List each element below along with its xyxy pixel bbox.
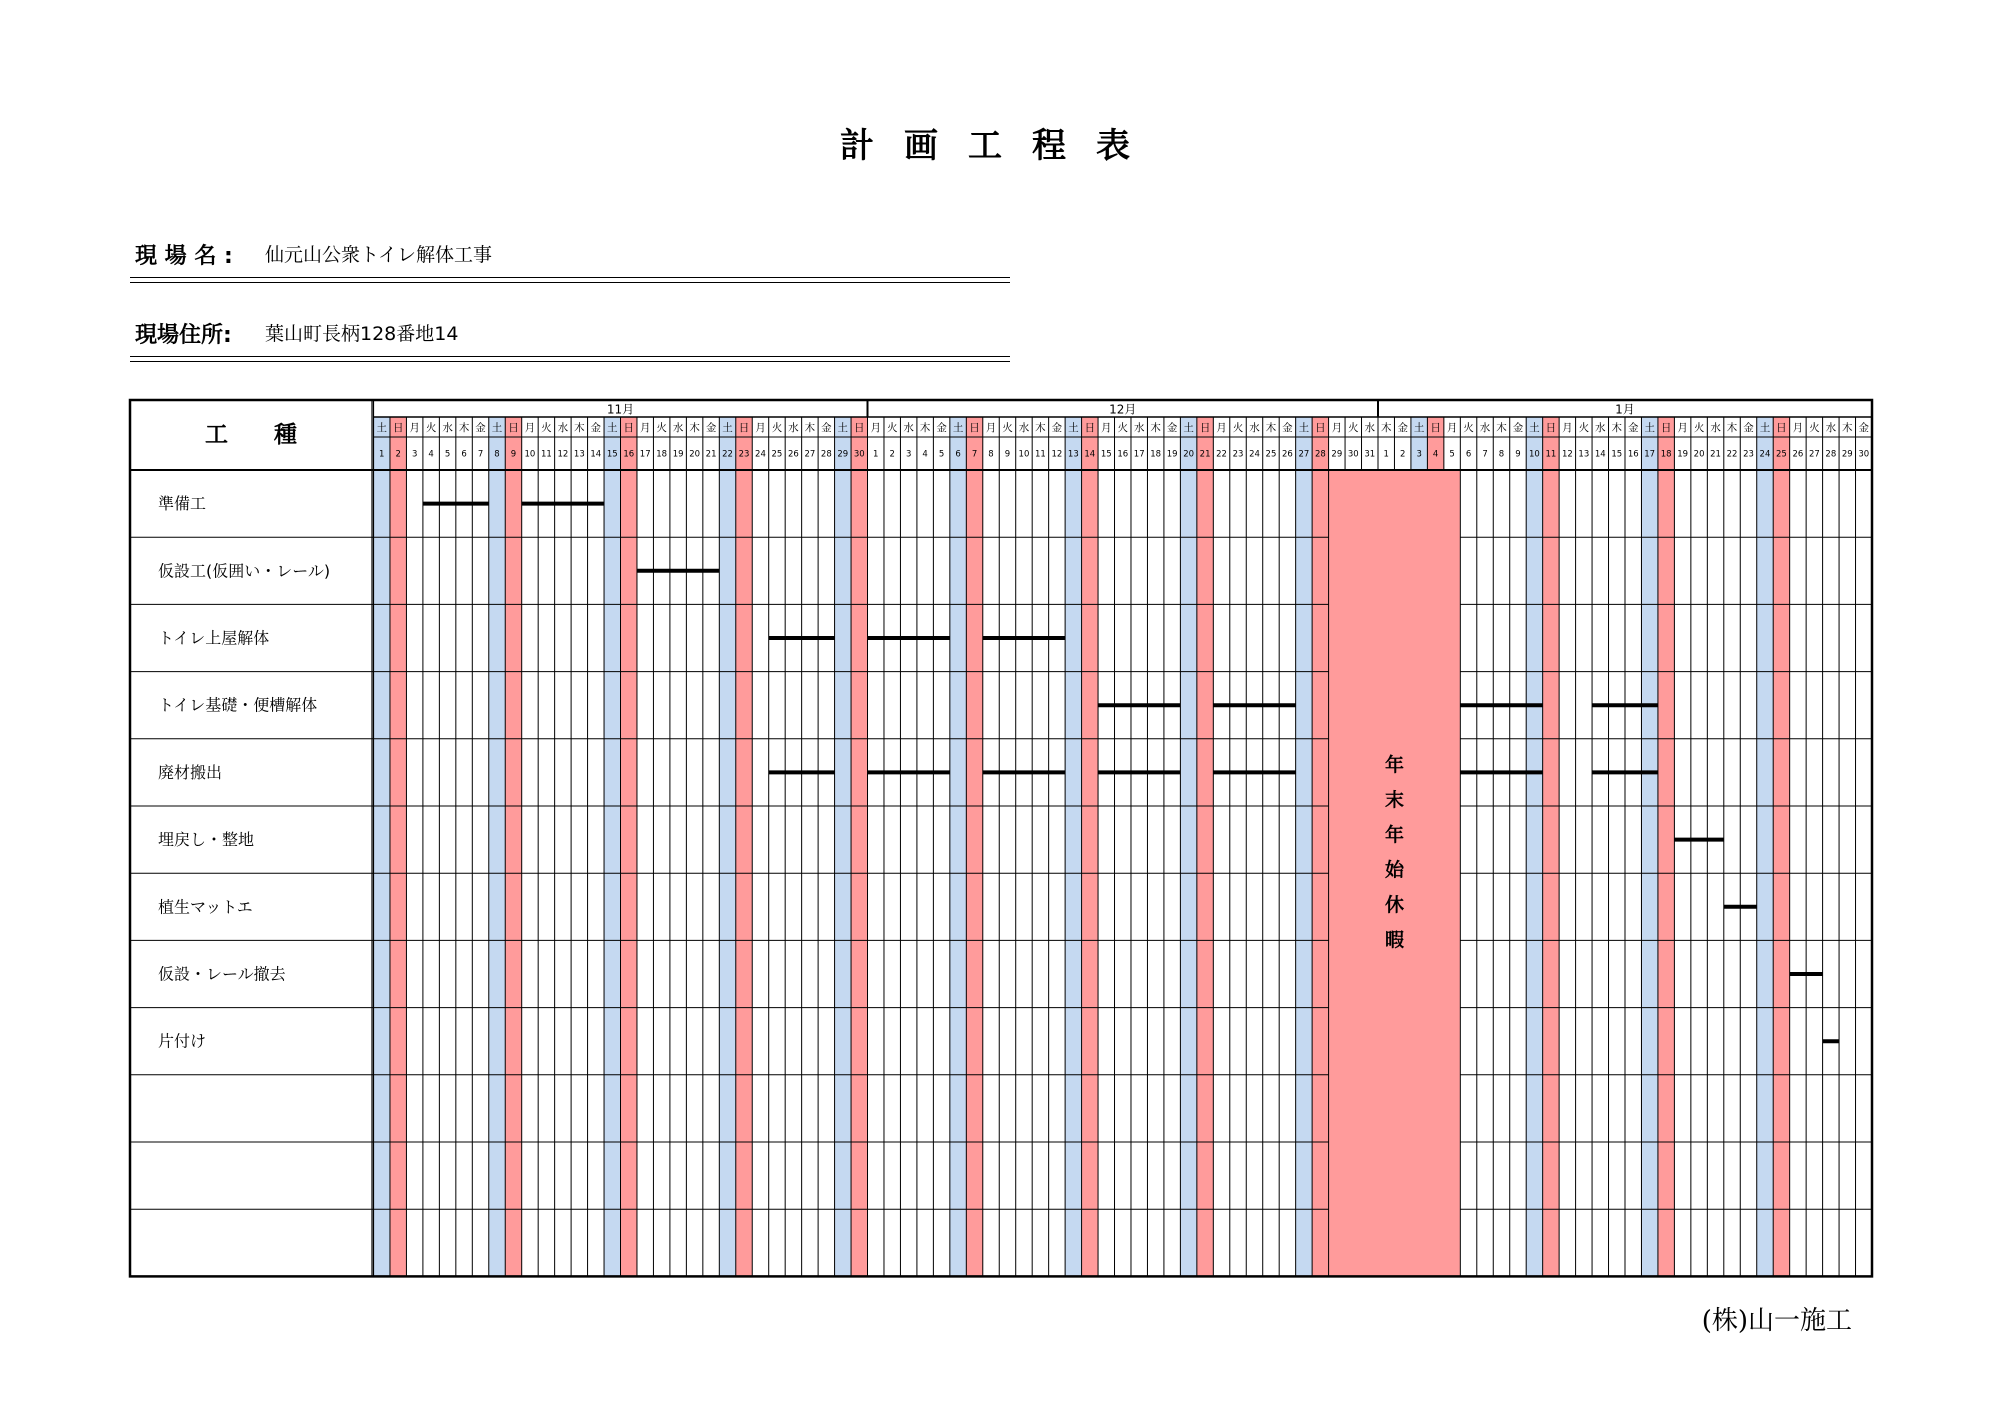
- month-label: 1月: [1615, 402, 1635, 417]
- weekday-cell: 火: [886, 422, 898, 434]
- weekend-column: [1526, 417, 1542, 1276]
- day-number: 7: [477, 449, 484, 460]
- day-number: 1: [1383, 449, 1389, 460]
- weekday-cell: 火: [1693, 422, 1705, 434]
- weekday-cell: 月: [1677, 422, 1688, 434]
- weekday-cell: 日: [1545, 422, 1557, 434]
- weekday-cell: 金: [936, 422, 947, 434]
- weekend-column: [390, 417, 406, 1276]
- day-number: 2: [889, 449, 895, 460]
- weekday-cell: 土: [1298, 422, 1310, 434]
- weekday-cell: 土: [1183, 422, 1194, 434]
- weekday-cell: 日: [969, 422, 980, 434]
- day-number: 30: [853, 449, 865, 460]
- day-number: 8: [494, 449, 500, 460]
- task-name: トイレ上屋解体: [158, 628, 270, 648]
- day-number: 25: [771, 449, 783, 460]
- day-number: 12: [557, 449, 569, 460]
- weekend-column: [1641, 417, 1657, 1276]
- weekday-cell: 火: [1463, 422, 1474, 434]
- weekday-cell: 月: [1216, 422, 1227, 434]
- day-number: 16: [1627, 449, 1639, 460]
- weekday-cell: 水: [1595, 422, 1606, 434]
- weekday-cell: 月: [985, 422, 997, 434]
- day-number: 1: [379, 449, 385, 460]
- holiday-text-char: 年: [1384, 754, 1404, 776]
- weekday-cell: 火: [1348, 422, 1359, 434]
- weekday-cell: 火: [1232, 422, 1244, 434]
- site-name-value: 仙元山公衆トイレ解体工事: [265, 244, 493, 266]
- day-number: 3: [1416, 449, 1422, 460]
- weekday-cell: 土: [1068, 422, 1079, 434]
- day-number: 4: [428, 449, 434, 460]
- day-number: 26: [1282, 449, 1293, 460]
- weekend-column: [1082, 417, 1098, 1276]
- day-number: 22: [1216, 449, 1227, 460]
- weekday-cell: 木: [689, 422, 700, 434]
- day-number: 18: [656, 449, 668, 460]
- weekday-cell: 日: [738, 422, 750, 434]
- weekday-cell: 月: [1446, 422, 1458, 434]
- weekday-cell: 木: [1611, 422, 1623, 434]
- day-number: 30: [1347, 449, 1359, 460]
- day-number: 24: [1249, 449, 1260, 460]
- weekday-cell: 日: [1776, 422, 1787, 434]
- weekday-cell: 日: [623, 422, 634, 434]
- weekday-cell: 水: [1479, 422, 1491, 434]
- day-number: 5: [1449, 449, 1455, 460]
- header-label: 工 種: [205, 422, 297, 448]
- weekday-cell: 土: [1529, 422, 1540, 434]
- day-number: 2: [395, 449, 401, 460]
- day-number: 16: [1117, 449, 1129, 460]
- day-number: 24: [1759, 449, 1771, 460]
- page-title: 計画工程表: [840, 126, 1160, 166]
- weekday-cell: 木: [919, 422, 931, 434]
- day-number: 15: [1100, 449, 1112, 460]
- day-number: 25: [1265, 449, 1277, 460]
- weekday-cell: 金: [1512, 422, 1524, 434]
- day-number: 14: [590, 449, 602, 460]
- day-number: 26: [1792, 449, 1804, 460]
- weekday-cell: 火: [656, 422, 667, 434]
- site-name-label: 現 場 名 :: [135, 244, 233, 269]
- weekday-cell: 火: [771, 422, 783, 434]
- task-name: 片付け: [158, 1031, 207, 1051]
- weekday-cell: 金: [1397, 422, 1408, 434]
- day-number: 15: [606, 449, 618, 460]
- day-number: 2: [1399, 449, 1406, 460]
- weekday-cell: 土: [607, 422, 618, 434]
- day-number: 25: [1776, 449, 1787, 460]
- day-number: 26: [787, 449, 799, 460]
- weekday-cell: 金: [1743, 422, 1754, 434]
- day-number: 10: [524, 449, 536, 460]
- day-number: 6: [461, 449, 467, 460]
- weekday-cell: 土: [722, 422, 733, 434]
- day-number: 11: [1545, 449, 1557, 460]
- day-number: 19: [1677, 449, 1689, 460]
- weekday-cell: 月: [1331, 422, 1343, 434]
- day-number: 13: [573, 449, 585, 460]
- weekday-cell: 金: [821, 422, 832, 434]
- day-number: 16: [623, 449, 635, 460]
- holiday-text-char: 暇: [1384, 929, 1404, 951]
- day-number: 19: [1166, 449, 1178, 460]
- weekday-cell: 日: [392, 422, 404, 434]
- weekday-cell: 木: [1380, 422, 1392, 434]
- day-number: 28: [820, 449, 832, 460]
- day-number: 20: [1183, 449, 1195, 460]
- weekend-column: [1543, 417, 1559, 1276]
- weekday-cell: 金: [1166, 422, 1178, 434]
- day-number: 21: [1199, 449, 1211, 460]
- day-number: 23: [1232, 449, 1244, 460]
- weekday-cell: 火: [1578, 422, 1590, 434]
- site-address-value: 葉山町長柄128番地14: [265, 323, 459, 345]
- weekday-cell: 水: [1710, 422, 1721, 434]
- weekday-cell: 月: [639, 422, 651, 434]
- weekday-cell: 水: [1018, 422, 1030, 434]
- day-number: 17: [1133, 449, 1145, 460]
- weekday-cell: 火: [1002, 422, 1013, 434]
- weekend-column: [950, 417, 966, 1276]
- weekday-cell: 日: [1315, 422, 1326, 434]
- task-name: 廃材搬出: [158, 762, 223, 782]
- day-number: 28: [1825, 449, 1837, 460]
- day-number: 9: [1004, 449, 1011, 460]
- weekday-cell: 木: [1035, 422, 1046, 434]
- weekday-cell: 月: [524, 422, 536, 434]
- weekday-cell: 日: [854, 422, 865, 434]
- day-number: 21: [1710, 449, 1721, 460]
- day-number: 12: [1051, 449, 1063, 460]
- day-number: 5: [938, 449, 945, 460]
- day-number: 18: [1660, 449, 1672, 460]
- weekday-cell: 土: [837, 422, 849, 434]
- company-name: (株)山一施工: [1701, 1306, 1852, 1336]
- weekday-cell: 金: [590, 422, 602, 434]
- day-number: 20: [689, 449, 701, 460]
- weekend-column: [1312, 417, 1328, 1276]
- task-name: トイレ基礎・便槽解体: [158, 695, 318, 715]
- day-number: 5: [444, 449, 451, 460]
- weekday-cell: 水: [672, 422, 684, 434]
- day-number: 28: [1314, 449, 1326, 460]
- weekday-cell: 金: [1282, 422, 1293, 434]
- weekday-cell: 水: [1364, 422, 1376, 434]
- weekday-cell: 木: [1496, 422, 1507, 434]
- day-number: 9: [510, 449, 517, 460]
- weekend-column: [1773, 417, 1789, 1276]
- weekend-column: [505, 417, 521, 1276]
- day-number: 29: [837, 449, 849, 460]
- day-number: 9: [1515, 449, 1521, 460]
- day-number: 17: [639, 449, 651, 460]
- weekday-cell: 火: [541, 422, 552, 434]
- weekday-cell: 日: [1084, 422, 1096, 434]
- day-number: 8: [988, 449, 994, 460]
- weekday-cell: 土: [491, 422, 503, 434]
- day-number: 4: [922, 449, 928, 460]
- day-number: 21: [705, 449, 717, 460]
- day-number: 7: [971, 449, 978, 460]
- holiday-text-char: 末: [1384, 789, 1404, 811]
- day-number: 10: [1529, 449, 1540, 460]
- day-number: 11: [1035, 449, 1046, 460]
- day-number: 13: [1578, 449, 1590, 460]
- day-number: 23: [1743, 449, 1754, 460]
- task-name: 仮設工(仮囲い・レール): [158, 561, 331, 581]
- day-number: 11: [540, 449, 552, 460]
- task-name: 仮設・レール撤去: [158, 964, 286, 984]
- weekend-column: [1180, 417, 1196, 1276]
- weekday-cell: 木: [1842, 422, 1853, 434]
- weekday-cell: 日: [1660, 422, 1672, 434]
- weekday-cell: 火: [425, 422, 437, 434]
- weekday-cell: 水: [1825, 422, 1837, 434]
- day-number: 23: [738, 449, 750, 460]
- weekday-cell: 土: [1644, 422, 1655, 434]
- task-name: 準備工: [158, 494, 207, 514]
- day-number: 22: [722, 449, 733, 460]
- day-number: 19: [672, 449, 684, 460]
- weekday-cell: 木: [1150, 422, 1161, 434]
- day-number: 4: [1432, 449, 1439, 460]
- day-number: 12: [1561, 449, 1573, 460]
- day-number: 18: [1150, 449, 1162, 460]
- day-number: 27: [804, 449, 816, 460]
- weekday-cell: 日: [1430, 422, 1441, 434]
- day-number: 3: [905, 449, 912, 460]
- weekday-cell: 日: [1199, 422, 1211, 434]
- weekday-cell: 水: [903, 422, 914, 434]
- day-number: 29: [1331, 449, 1343, 460]
- weekend-column: [966, 417, 982, 1276]
- day-number: 31: [1364, 449, 1376, 460]
- weekday-cell: 木: [804, 422, 816, 434]
- day-number: 14: [1594, 449, 1606, 460]
- weekend-column: [1065, 417, 1081, 1276]
- weekend-column: [1296, 417, 1312, 1276]
- weekend-column: [621, 417, 637, 1276]
- weekday-cell: 土: [376, 422, 387, 434]
- weekday-cell: 金: [1051, 422, 1063, 434]
- weekday-cell: 土: [952, 422, 964, 434]
- weekend-column: [736, 417, 752, 1276]
- weekday-cell: 日: [508, 422, 519, 434]
- weekday-cell: 月: [1101, 422, 1112, 434]
- weekday-cell: 木: [574, 422, 585, 434]
- task-name: 植生マットエ: [158, 897, 253, 917]
- weekend-column: [835, 417, 851, 1276]
- weekday-cell: 月: [1792, 422, 1804, 434]
- day-number: 30: [1858, 449, 1870, 460]
- day-number: 27: [1808, 449, 1820, 460]
- day-number: 24: [755, 449, 766, 460]
- weekend-column: [489, 417, 505, 1276]
- day-number: 27: [1298, 449, 1310, 460]
- month-label: 12月: [1109, 402, 1137, 417]
- holiday-text-char: 休: [1384, 894, 1404, 916]
- day-number: 1: [873, 449, 879, 460]
- weekday-cell: 木: [458, 422, 470, 434]
- day-number: 22: [1726, 449, 1738, 460]
- day-number: 14: [1084, 449, 1096, 460]
- weekend-column: [374, 417, 390, 1276]
- day-number: 6: [1465, 449, 1472, 460]
- weekday-cell: 金: [705, 422, 717, 434]
- day-number: 7: [1482, 449, 1488, 460]
- holiday-text-char: 年: [1384, 824, 1404, 846]
- day-number: 13: [1067, 449, 1079, 460]
- day-number: 10: [1018, 449, 1030, 460]
- weekday-cell: 火: [1117, 422, 1128, 434]
- day-number: 3: [411, 449, 418, 460]
- day-number: 15: [1611, 449, 1623, 460]
- weekend-column: [604, 417, 620, 1276]
- weekday-cell: 土: [1759, 422, 1771, 434]
- weekday-cell: 水: [442, 422, 453, 434]
- weekday-cell: 金: [1858, 422, 1870, 434]
- weekend-column: [1197, 417, 1213, 1276]
- weekday-cell: 月: [1562, 422, 1573, 434]
- weekday-cell: 月: [870, 422, 881, 434]
- weekend-column: [851, 417, 867, 1276]
- day-number: 20: [1693, 449, 1705, 460]
- weekend-column: [1757, 417, 1773, 1276]
- weekday-cell: 水: [1249, 422, 1260, 434]
- day-number: 17: [1644, 449, 1656, 460]
- weekday-cell: 金: [1627, 422, 1639, 434]
- month-label: 11月: [606, 402, 635, 417]
- weekday-cell: 木: [1726, 422, 1738, 434]
- weekday-cell: 水: [1133, 422, 1145, 434]
- day-number: 8: [1498, 449, 1505, 460]
- weekday-cell: 金: [475, 422, 486, 434]
- weekend-column: [719, 417, 735, 1276]
- task-name: 埋戻し・整地: [158, 830, 255, 850]
- weekday-cell: 水: [557, 422, 569, 434]
- weekend-column: [1658, 417, 1674, 1276]
- day-number: 29: [1841, 449, 1853, 460]
- weekday-cell: 水: [788, 422, 799, 434]
- weekday-cell: 月: [409, 422, 420, 434]
- site-address-label: 現場住所:: [135, 323, 232, 348]
- weekday-cell: 土: [1413, 422, 1425, 434]
- weekday-cell: 月: [755, 422, 766, 434]
- holiday-text-char: 始: [1384, 859, 1404, 881]
- day-number: 6: [955, 449, 961, 460]
- weekday-cell: 木: [1265, 422, 1277, 434]
- weekday-cell: 火: [1809, 422, 1820, 434]
